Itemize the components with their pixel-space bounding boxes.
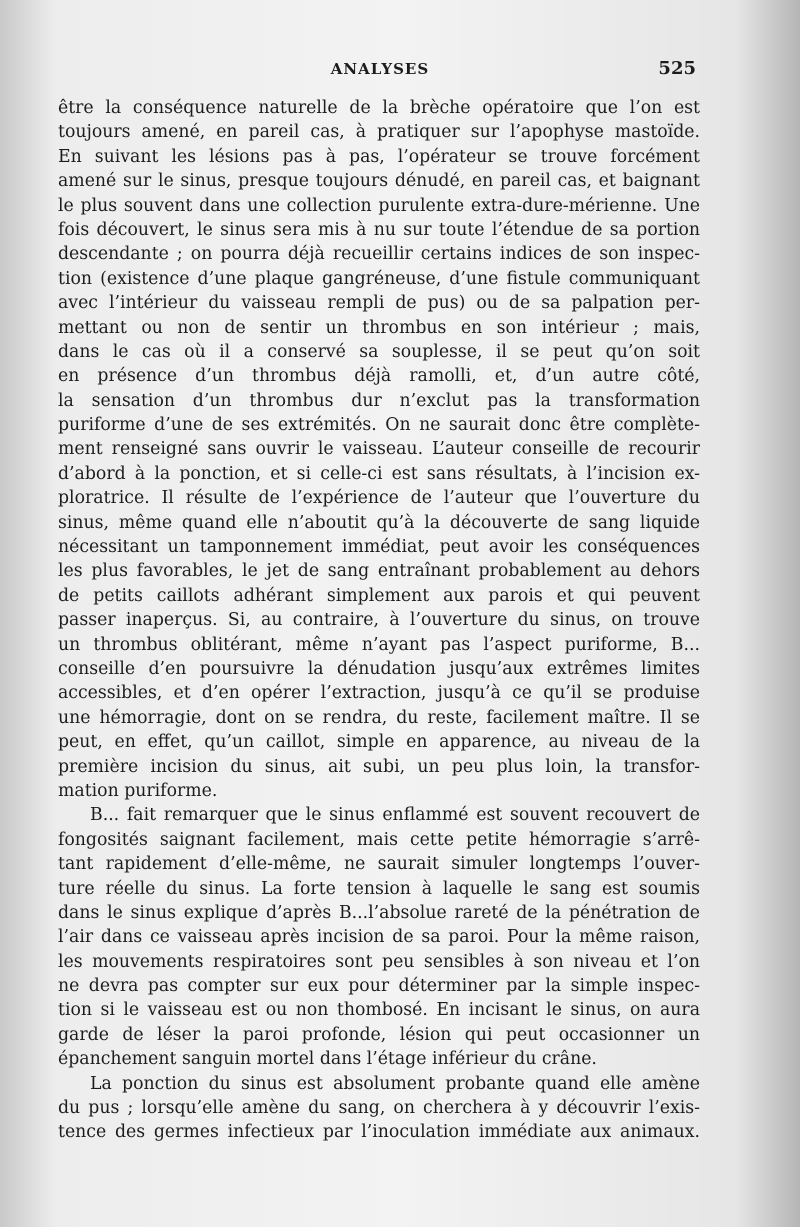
text-line: épanchement sanguin mortel dans l’étage inférieur du crâne. — [58, 1049, 597, 1070]
text-line: B... fait remarquer que le sinus enflammé est souvent recouvert de — [90, 805, 700, 826]
text-line: du pus ; lorsqu’elle amène du sang, on cherchera à y découvrir l’exis- — [58, 1098, 700, 1119]
text-line: d’abord à la ponction, et si celle-ci est sans résultats, à l’incision ex- — [58, 463, 700, 484]
text-line: ne devra pas compter sur eux pour déterminer par la simple inspec- — [58, 976, 700, 997]
text-line: de petits caillots adhérant simplement aux parois et qui peuvent — [58, 585, 700, 606]
text-line: fongosités saignant facilement, mais cette petite hémorragie s’arrê- — [58, 829, 700, 850]
text-line: fois découvert, le sinus sera mis à nu sur toute l’étendue de sa portion — [58, 219, 700, 240]
text-line: puriforme d’une de ses extrémités. On ne saurait donc être complète- — [58, 415, 700, 436]
text-line: première incision du sinus, ait subi, un peu plus loin, la transfor- — [58, 756, 700, 777]
body-text — [58, 96, 700, 1145]
text-line: mettant ou non de sentir un thrombus en son intérieur ; mais, — [58, 317, 700, 338]
text-line: un thrombus oblitérant, même n’ayant pas l’aspect puriforme, B... — [58, 634, 700, 655]
text-line: peut, en effet, qu’un caillot, simple en apparence, au niveau de la — [58, 732, 700, 753]
text-line: conseille d’en poursuivre la dénudation jusqu’aux extrêmes limites — [58, 658, 700, 679]
page-header — [60, 60, 700, 86]
text-line: les plus favorables, le jet de sang entraînant probablement au dehors — [58, 561, 700, 582]
text-line: mation puriforme. — [58, 780, 218, 801]
text-line: en présence d’un thrombus déjà ramolli, et, d’un autre côté, — [58, 366, 700, 387]
text-line: la sensation d’un thrombus dur n’exclut pas la transformation — [58, 390, 700, 411]
text-line: les mouvements respiratoires sont peu sensibles à son niveau et l’on — [58, 951, 700, 972]
text-line: accessibles, et d’en opérer l’extraction, jusqu’à ce qu’il se produise — [58, 683, 700, 704]
text-line: amené sur le sinus, presque toujours dénudé, en pareil cas, et baignant — [58, 171, 700, 192]
text-line: garde de léser la paroi profonde, lésion qui peut occasionner un — [58, 1024, 700, 1045]
text-line: tion si le vaisseau est ou non thombosé. En incisant le sinus, on aura — [58, 1000, 700, 1021]
page-number: 525 — [658, 58, 696, 79]
text-line: tant rapidement d’elle-même, ne saurait simuler longtemps l’ouver- — [58, 854, 700, 875]
text-line: sinus, même quand elle n’aboutit qu’à la découverte de sang liquide — [58, 512, 700, 533]
text-line: tion (existence d’une plaque gangréneuse, d’une fistule communiquant — [58, 268, 700, 289]
text-line: tence des germes infectieux par l’inoculation immédiate aux animaux. — [58, 1122, 700, 1143]
text-line: La ponction du sinus est absolument probante quand elle amène — [90, 1073, 700, 1094]
text-line: En suivant les lésions pas à pas, l’opérateur se trouve forcément — [58, 146, 700, 167]
text-line: passer inaperçus. Si, au contraire, à l’ouverture du sinus, on trouve — [58, 610, 700, 631]
text-line: dans le sinus explique d’après B...l’absolue rareté de la pénétration de — [58, 902, 700, 923]
text-line: toujours amené, en pareil cas, à pratiquer sur l’apophyse mastoïde. — [58, 122, 700, 143]
text-line: descendante ; on pourra déjà recueillir certains indices de son inspec- — [58, 244, 700, 265]
text-line: nécessitant un tamponnement immédiat, peut avoir les conséquences — [58, 537, 700, 558]
text-line: ture réelle du sinus. La forte tension à laquelle le sang est soumis — [58, 878, 700, 899]
text-line: une hémorragie, dont on se rendra, du reste, facilement maître. Il se — [58, 707, 700, 728]
text-line: être la conséquence naturelle de la brèche opératoire que l’on est — [58, 98, 700, 118]
text-line: ment renseigné sans ouvrir le vaisseau. L’auteur conseille de recourir — [58, 439, 700, 460]
text-line: l’air dans ce vaisseau après incision de sa paroi. Pour la même raison, — [58, 927, 700, 948]
text-line: ploratrice. Il résulte de l’expérience de l’auteur que l’ouverture du — [58, 488, 700, 509]
text-line: le plus souvent dans une collection purulente extra-dure-mérienne. Une — [58, 195, 700, 216]
text-line: avec l’intérieur du vaisseau rempli de pus) ou de sa palpation per- — [58, 293, 700, 314]
text-line: dans le cas où il a conservé sa souplesse, il se peut qu’on soit — [58, 341, 700, 362]
running-head: ANALYSES — [330, 60, 430, 78]
